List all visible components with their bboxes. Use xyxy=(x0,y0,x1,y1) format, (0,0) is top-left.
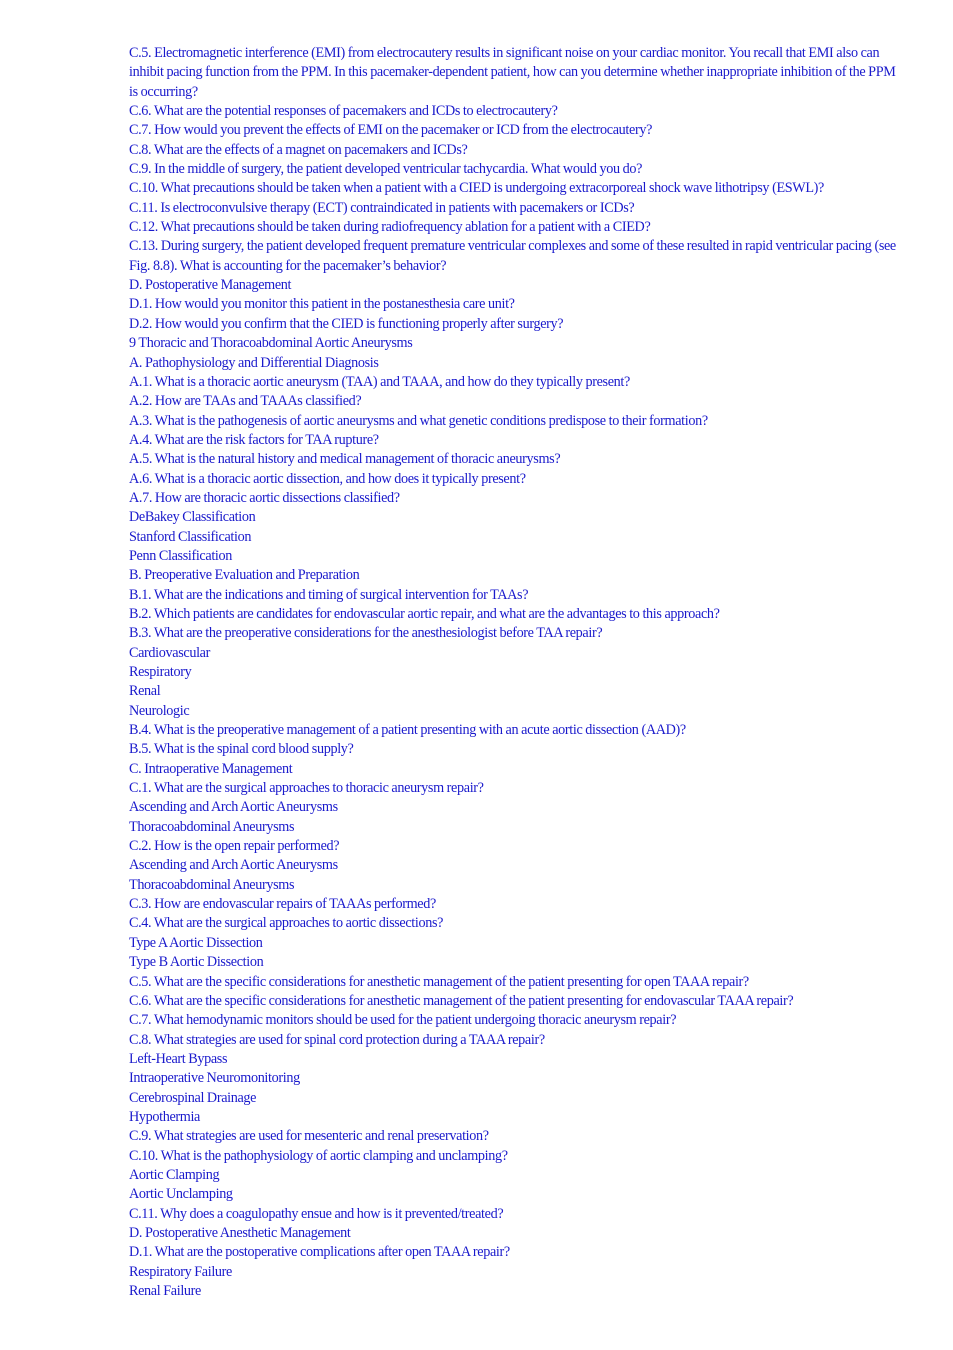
toc-link[interactable]: C. Intraoperative Management xyxy=(129,760,293,777)
toc-link[interactable]: A.3. What is the pathogenesis of aortic aneurysms and what genetic conditions predispose to their formation? xyxy=(129,412,708,429)
toc-link[interactable]: Type A Aortic Dissection xyxy=(129,934,263,951)
toc-link[interactable]: Thoracoabdominal Aneurysms xyxy=(129,876,295,893)
toc-link[interactable]: A.6. What is a thoracic aortic dissection, and how does it typically present? xyxy=(129,470,526,487)
toc-link[interactable]: D. Postoperative Management xyxy=(129,277,292,294)
toc-link[interactable]: C.8. What are the effects of a magnet on pacemakers and ICDs? xyxy=(129,141,468,158)
toc-link[interactable]: Cardiovascular xyxy=(129,644,210,661)
toc-link[interactable]: D.1. How would you monitor this patient in the postanesthesia care unit? xyxy=(129,296,515,313)
toc-link[interactable]: Aortic Unclamping xyxy=(129,1186,233,1203)
toc-link[interactable]: D.1. What are the postoperative complications after open TAAA repair? xyxy=(129,1244,510,1261)
toc-link[interactable]: C.13. During surgery, the patient developed frequent premature ventricular complexes and some of these resulted in rapid ventricular pacing (see Fig. 8.8). What is accounting for the pacemaker’s behavior? xyxy=(129,238,896,274)
toc-link[interactable]: C.6. What are the specific considerations for anesthetic management of the patient presenting for endovascular TAAA repair? xyxy=(129,992,794,1009)
toc-link[interactable]: C.11. Why does a coagulopathy ensue and how is it prevented/treated? xyxy=(129,1205,504,1222)
toc-link[interactable]: D.2. How would you confirm that the CIED is functioning properly after surgery? xyxy=(129,315,564,332)
toc-link[interactable]: C.12. What precautions should be taken during radiofrequency ablation for a patient with a CIED? xyxy=(129,219,651,236)
toc-link[interactable]: C.8. What strategies are used for spinal cord protection during a TAAA repair? xyxy=(129,1031,545,1048)
toc-link[interactable]: B.2. Which patients are candidates for endovascular aortic repair, and what are the advantages to this approach? xyxy=(129,605,720,622)
toc-link[interactable]: Cerebrospinal Drainage xyxy=(129,1089,257,1106)
toc-link[interactable]: C.2. How is the open repair performed? xyxy=(129,838,340,855)
toc-link[interactable]: A.5. What is the natural history and medical management of thoracic aneurysms? xyxy=(129,451,561,468)
toc-link[interactable]: A. Pathophysiology and Differential Diagnosis xyxy=(129,354,379,371)
toc-link[interactable]: B.4. What is the preoperative management of a patient presenting with an acute aortic dissection (AAD)? xyxy=(129,722,686,739)
toc-link[interactable]: C.5. Electromagnetic interference (EMI) from electrocautery results in significant noise on your cardiac monitor. You recall that EMI also can inhibit pacing function from the PPM. In this pacemaker-dependent patient, how can you determine whether inappropriate inhibition of the PPM is occurring? xyxy=(129,45,896,100)
toc-link[interactable]: B.5. What is the spinal cord blood supply? xyxy=(129,741,354,758)
toc-link[interactable]: Type B Aortic Dissection xyxy=(129,954,264,971)
toc-link[interactable]: Intraoperative Neuromonitoring xyxy=(129,1070,300,1087)
toc-link[interactable]: B. Preoperative Evaluation and Preparation xyxy=(129,567,360,584)
toc-link[interactable]: B.1. What are the indications and timing of surgical intervention for TAAs? xyxy=(129,586,529,603)
toc-link[interactable]: A.7. How are thoracic aortic dissections classified? xyxy=(129,489,400,506)
toc-link[interactable]: Thoracoabdominal Aneurysms xyxy=(129,818,295,835)
toc-link[interactable]: Stanford Classification xyxy=(129,528,252,545)
toc-link[interactable]: C.9. What strategies are used for mesenteric and renal preservation? xyxy=(129,1128,489,1145)
toc-link[interactable]: DeBakey Classification xyxy=(129,509,256,526)
toc-link[interactable]: Renal Failure xyxy=(129,1283,201,1299)
toc-link[interactable]: C.9. In the middle of surgery, the patient developed ventricular tachycardia. What would you do? xyxy=(129,161,643,178)
toc-link[interactable]: Renal xyxy=(129,683,161,700)
toc-link[interactable]: B.3. What are the preoperative considerations for the anesthesiologist before TAA repair? xyxy=(129,625,603,642)
toc-link[interactable]: Respiratory xyxy=(129,664,192,680)
table-of-contents xyxy=(129,44,904,1301)
toc-link[interactable]: C.5. What are the specific considerations for anesthetic management of the patient presenting for open TAAA repair? xyxy=(129,973,749,990)
toc-link[interactable]: Ascending and Arch Aortic Aneurysms xyxy=(129,857,338,874)
toc-link[interactable]: Hypothermia xyxy=(129,1108,201,1125)
toc-link[interactable]: C.6. What are the potential responses of pacemakers and ICDs to electrocautery? xyxy=(129,103,558,120)
toc-link[interactable]: A.1. What is a thoracic aortic aneurysm (TAA) and TAAA, and how do they typically present? xyxy=(129,373,630,390)
toc-link[interactable]: Penn Classification xyxy=(129,547,232,564)
toc-link[interactable]: C.1. What are the surgical approaches to thoracic aneurysm repair? xyxy=(129,780,484,797)
toc-link[interactable]: C.11. Is electroconvulsive therapy (ECT) contraindicated in patients with pacemakers or ICDs? xyxy=(129,199,635,216)
toc-link[interactable]: Respiratory Failure xyxy=(129,1263,232,1280)
toc-link[interactable]: C.3. How are endovascular repairs of TAAAs performed? xyxy=(129,896,436,913)
toc-link[interactable]: Neurologic xyxy=(129,702,190,719)
toc-link[interactable]: C.4. What are the surgical approaches to aortic dissections? xyxy=(129,915,444,932)
toc-link[interactable]: C.7. What hemodynamic monitors should be used for the patient undergoing thoracic aneurysm repair? xyxy=(129,1012,677,1029)
toc-link[interactable]: C.10. What is the pathophysiology of aortic clamping and unclamping? xyxy=(129,1147,508,1164)
toc-link[interactable]: A.4. What are the risk factors for TAA rupture? xyxy=(129,431,379,448)
toc-link[interactable]: D. Postoperative Anesthetic Management xyxy=(129,1224,351,1241)
toc-link[interactable]: Aortic Clamping xyxy=(129,1166,220,1183)
toc-link[interactable]: A.2. How are TAAs and TAAAs classified? xyxy=(129,393,362,410)
toc-link[interactable]: 9 Thoracic and Thoracoabdominal Aortic Aneurysms xyxy=(129,335,413,352)
toc-link[interactable]: Ascending and Arch Aortic Aneurysms xyxy=(129,799,338,816)
toc-link[interactable]: C.7. How would you prevent the effects of EMI on the pacemaker or ICD from the electrocautery? xyxy=(129,122,653,139)
toc-link[interactable]: Left-Heart Bypass xyxy=(129,1050,228,1067)
toc-link[interactable]: C.10. What precautions should be taken when a patient with a CIED is undergoing extracorporeal shock wave lithotripsy (ESWL)? xyxy=(129,180,824,197)
